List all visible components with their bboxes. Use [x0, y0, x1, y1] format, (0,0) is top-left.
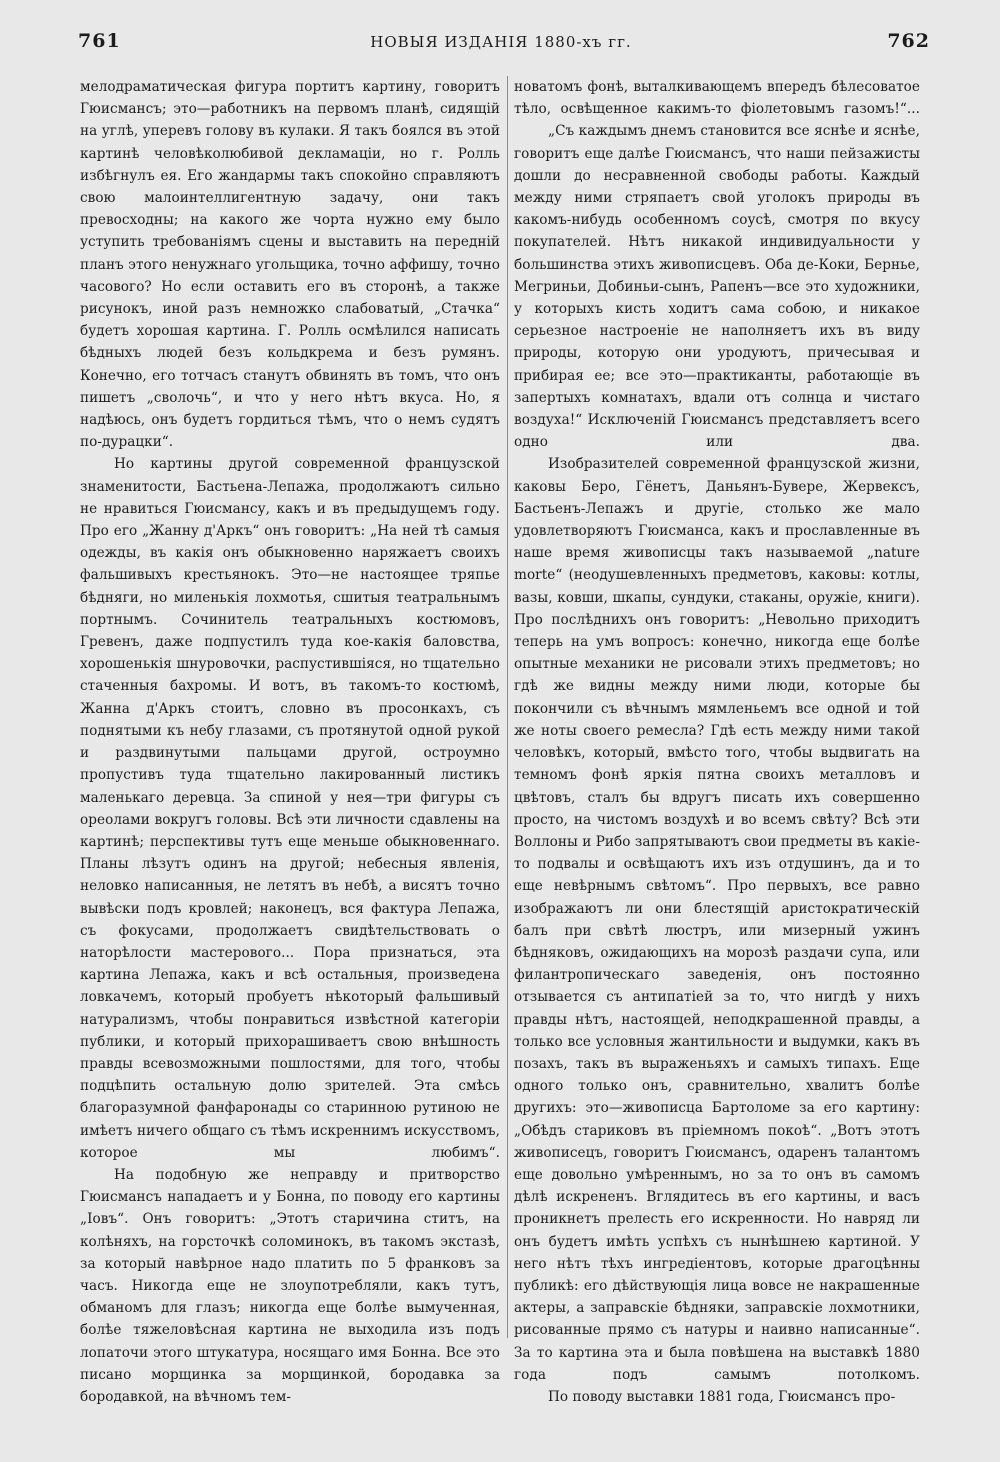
paragraph: „Съ каждымъ днемъ становится все яснѣе и яснѣе, говоритъ еще далѣе Гюисмансъ, что наши пейзажисты дошли до несравненной свободы работы. Каждый между ними стряпаетъ свой уголокъ природы въ какомъ-нибудь особенномъ соусѣ, смотря по вкусу покупателей. Нѣтъ никакой индивидуальности у большинства этихъ живописцевъ. Оба де-Коки, Бернье, Мегриньи, Добиньи-сынъ, Рапенъ—все это художники, у которыхъ кисть ходитъ сама собою, и никакое серьезное настроеніе не наполняетъ ихъ въ виду природы, которую они уродуютъ, причесывая и прибирая ее; все это—практиканты, работающіе въ запертыхъ комнатахъ, вдали отъ солнца и чистаго воздуха!“ Исключеній Гюисмансъ представляетъ всего одно или два.	[514, 123, 920, 451]
running-title: НОВЫЯ ИЗДАНІЯ 1880-хъ гг.	[370, 33, 632, 51]
paragraph: Но картины другой современной французской знаменитости, Бастьена-Лепажа, продолжаютъ сильно не нравиться Гюисмансу, какъ и въ предыдущемъ году. Про его „Жанну д'Аркъ“ онъ говоритъ: „На ней тѣ самыя одежды, въ какія онъ обыкновенно наряжаетъ своихъ фальшивыхъ крестьянокъ. Это—не настоящее тряпье бѣдняги, но миленькія лохмотья, сшитыя театральнымъ портнымъ. Сочинитель театральныхъ костюмовъ, Гревенъ, даже подпустилъ туда кое-какія баловства, хорошенькія шнуровочки, распустившіяся, но тщательно стаченныя бахромы. И вотъ, въ такомъ-то костюмѣ, Жанна д'Аркъ стоитъ, словно въ просонкахъ, съ поднятыми къ небу глазами, съ протянутой одной рукой и раздвинутыми пальцами другой, остроумно пропустивъ туда тщательно лакированный листикъ маленькаго деревца. За спиной у нея—три фигуры съ ореолами вокругъ головы. Всѣ эти личности сдавлены на картинѣ; перспективы тутъ еще меньше обыкновеннаго. Планы лѣзутъ одинъ на другой; небесныя явленія, неловко написанныя, не летятъ въ небѣ, а висятъ точно вывѣски подъ кровлей; наконецъ, вся фактура Лепажа, съ фокусами, продолжаетъ свидѣтельствовать о наторѣлости мастерового... Пора признаться, эта картина Лепажа, какъ и всѣ остальныя, произведена ловкачемъ, который пробуетъ нѣкоторый фальшивый натурализмъ, чтобы понравиться извѣстной категоріи публики, и который прихорашиваетъ свою внѣшность правды всевозможными пошлостями, для того, чтобы подцѣпить остальную долю зрителей. Эта смѣсь благоразумной фанфаронады со старинною рутиною не имѣетъ ничего общаго съ тѣмъ искреннимъ искусствомъ, которое мы любимъ“.	[80, 456, 500, 1161]
column-divider	[507, 76, 508, 1338]
page-number-left: 761	[78, 30, 121, 52]
paragraph: Изобразителей современной французской жизни, каковы Беро, Гёнетъ, Даньянъ-Бувере, Жервексъ, Бастьенъ-Лепажъ и другіе, столько же мало удовлетворяютъ Гюисманса, какъ и прославленные въ наше время живописцы такъ называемой „nature morte“ (неодушевленныхъ предметовъ, каковы: котлы, вазы, ковши, шкапы, сундуки, стаканы, оружіе, книги). Про послѣднихъ онъ говоритъ: „Невольно приходитъ теперь на умъ вопросъ: конечно, никогда еще болѣе опытные механики не рисовали этихъ предметовъ; но гдѣ же видны между ними люди, которые бы покончили съ вѣчнымъ мямленьемъ все одной и той же ноты своего ремесла? Гдѣ есть между ними такой человѣкъ, который, вмѣсто того, чтобы выдвигать на темномъ фонѣ яркія пятна своихъ металловъ и цвѣтовъ, сталъ бы вдругъ писать ихъ совершенно просто, на чистомъ воздухѣ и во всемъ свѣту? Всѣ эти Воллоны и Рибо запрятываютъ свои предметы въ какіе-то подвалы и освѣщаютъ ихъ изъ отдушинъ, да и то еще невѣрнымъ свѣтомъ“. Про первыхъ, все равно изображаютъ ли они блестящій аристократическій балъ при свѣтѣ люстръ, или мизерный ужинъ бѣдняковъ, ожидающихъ на морозѣ раздачи супа, или филантропическаго заведенія, онъ постоянно отзывается съ антипатіей за то, что нигдѣ у нихъ правды нѣтъ, настоящей, неподкрашенной правды, а только все условныя жантильности и выдумки, какъ въ позахъ, такъ въ выраженьяхъ и самыхъ типахъ. Еще одного только онъ, сравнительно, хвалитъ болѣе другихъ: это—живописца Бартоломе за его картину: „Обѣдъ стариковъ въ пріемномъ покоѣ“. „Вотъ этотъ живописецъ, говоритъ Гюисмансъ, одаренъ талантомъ еще довольно умѣреннымъ, но за то онъ въ самомъ дѣлѣ искрененъ. Вглядитесь въ его картины, и васъ проникнетъ прелесть его искренности. Но навряд ли онъ будетъ имѣть успѣхъ съ нынѣшнею картиной. У него нѣтъ тѣхъ ингредіентовъ, которые драгоцѣнны публикѣ: его дѣйствующія лица вовсе не накрашенные актеры, а заправскіе бѣдняки, заправскіе лохмотники, рисованные прямо съ натуры и наивно написанные“. За то картина эта и была повѣшена на выставкѣ 1880 года подъ самымъ потолкомъ.	[514, 456, 920, 1383]
left-column	[80, 76, 500, 1408]
paragraph: мелодраматическая фигура портитъ картину, говоритъ Гюисмансъ; это—работникъ на первомъ планѣ, сидящій на углѣ, уперевъ голову въ кулаки. Я такъ боялся въ этой картинѣ человѣколюбивой декламаціи, но г. Ролль избѣгнулъ ея. Его жандармы такъ спокойно справляютъ свою малоинтеллигентную задачу, они такъ превосходны; на какого же чорта нужно ему было уступить требованіямъ сцены и выставить на передній планъ этого ненужнаго угольщика, точно аффишу, точно часового? Но если оставить его въ сторонѣ, а также рисунокъ, иной разъ немножко слабоватый, „Стачка“ будетъ хорошая картина. Г. Ролль осмѣлился написать бѣдныхъ людей безъ кольдкрема и безъ румянъ. Конечно, его тотчасъ станутъ обвинять въ томъ, что онъ пишетъ „сволочь“, и что у него нѣтъ вкуса. Но, я надѣюсь, онъ будетъ гордиться тѣмъ, что о немъ судятъ по-дурацки“.	[80, 79, 500, 451]
right-column	[514, 76, 920, 1408]
paragraph: На подобную же неправду и притворство Гюисмансъ нападаетъ и у Бонна, по поводу его картины „Іовъ“. Онъ говоритъ: „Этотъ старичина ститъ, на колѣняхъ, на горсточкѣ соломинокъ, въ такомъ экстазѣ, за который навѣрное надо платить по 5 франковъ за часъ. Никогда еще не злоупотребляли, какъ тутъ, обманомъ для глазъ; никогда еще болѣе вымученная, болѣе тяжеловѣсная картина не выходила изъ подъ лопаточи этого штукатура, носящаго имя Бонна. Все это писано морщинка за морщинкой, бородавка за бородавкой, на вѣчномъ тем-	[80, 1166, 500, 1405]
paragraph: новатомъ фонѣ, выталкивающемъ впередъ бѣлесоватое тѣло, освѣщенное какимъ-то фіолетовымъ газомъ!“...	[514, 79, 920, 118]
page-number-right: 762	[887, 30, 930, 52]
paragraph: По поводу выставки 1881 года, Гюисмансъ про-	[548, 1388, 896, 1405]
running-header	[72, 30, 930, 56]
